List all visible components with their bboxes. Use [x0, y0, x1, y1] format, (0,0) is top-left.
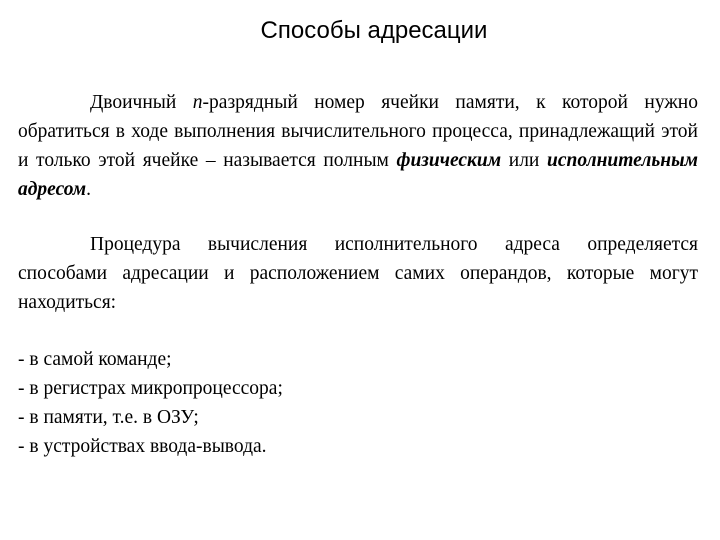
list-item: - в устройствах ввода-вывода.: [18, 436, 267, 457]
list-item: - в регистрах микропроцессора;: [18, 378, 283, 399]
list-item: - в памяти, т.е. в ОЗУ;: [18, 407, 199, 428]
term-executive-address: исполнительным адресом: [18, 150, 698, 200]
paragraph-procedure: Процедура вычисления исполнительного адреса определяется способами адресации и расположением самих операндов, которые могут находиться:: [18, 234, 698, 313]
variable-n: n: [192, 92, 203, 113]
slide-title: Способы адресации: [260, 17, 488, 44]
paragraph-text: .: [86, 179, 91, 200]
operand-location-list: [18, 345, 698, 461]
paragraph-definition: [18, 88, 698, 204]
paragraph-text: или: [501, 150, 547, 171]
term-physical: физическим: [396, 150, 502, 171]
paragraph-text: Двоичный: [90, 92, 193, 113]
list-item: - в самой команде;: [18, 349, 172, 370]
slide-body: [18, 88, 698, 461]
paragraph-text: -разрядный номер ячейки памяти, к которой нужно обратиться в ходе выполнения вычислительного процесса, принадлежащий этой и только этой ячейке – называется полным: [18, 92, 698, 171]
